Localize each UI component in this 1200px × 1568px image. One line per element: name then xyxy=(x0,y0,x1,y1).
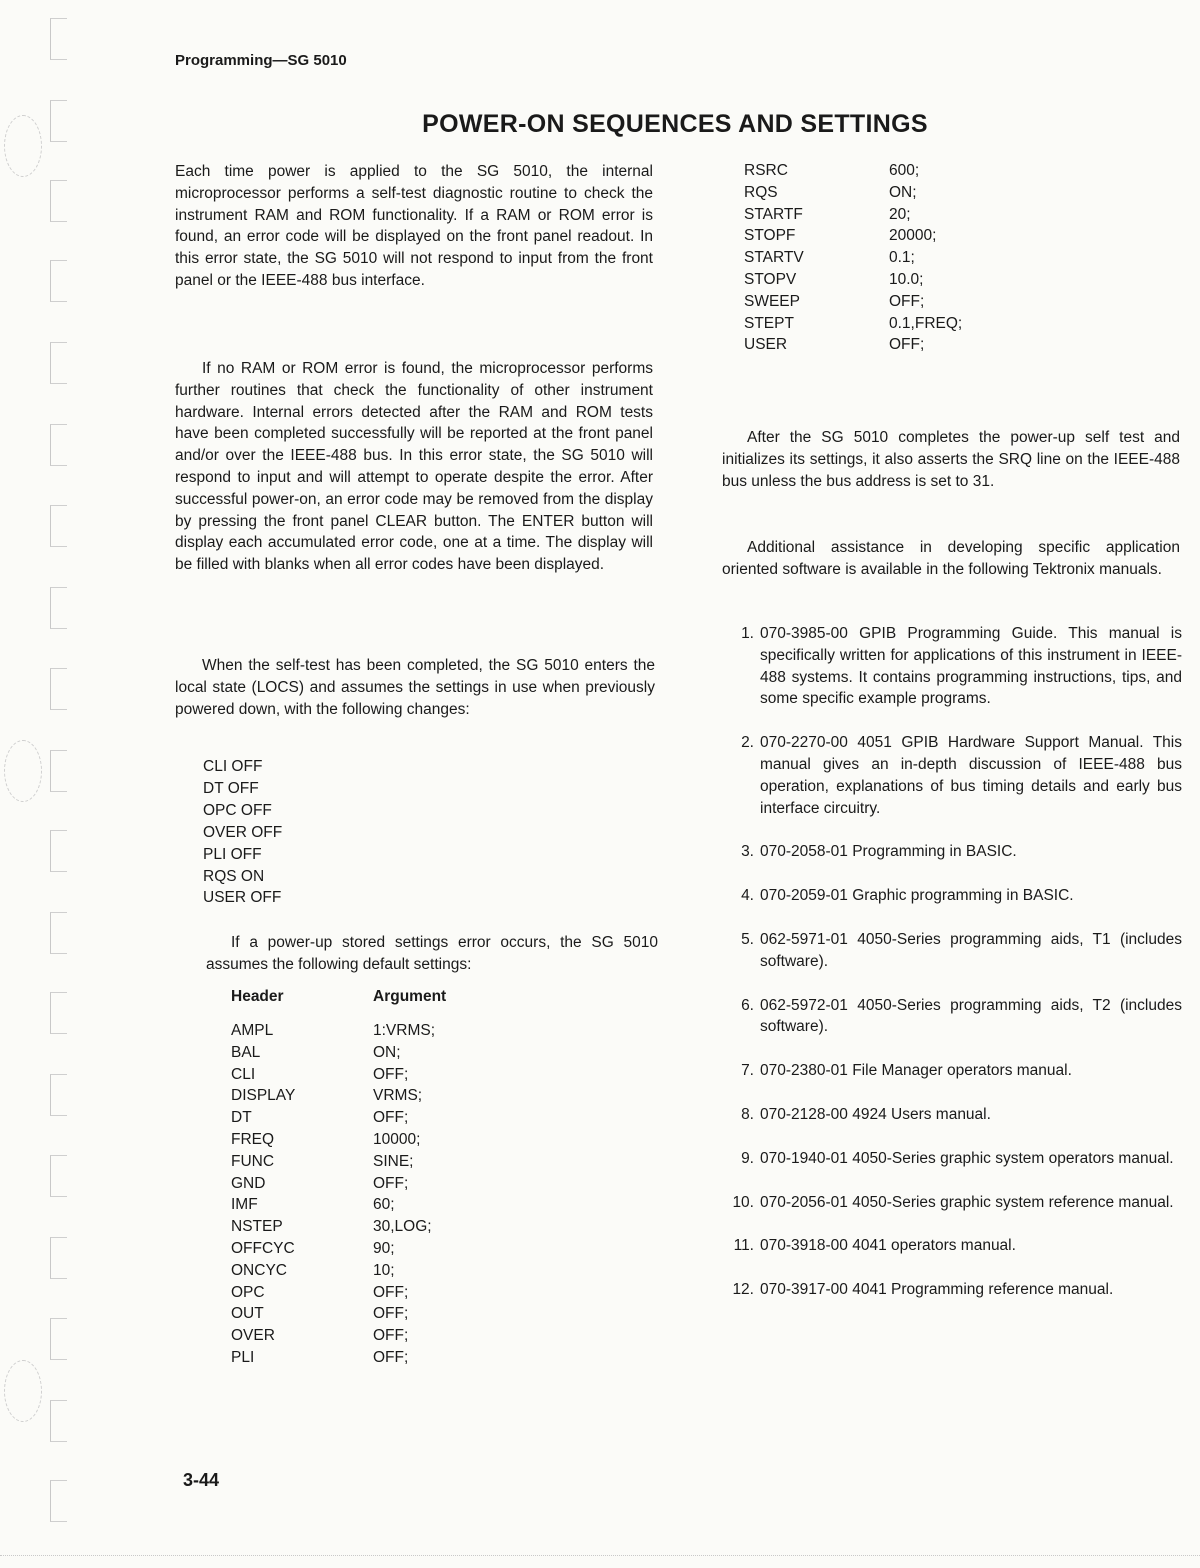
reference-number: 4. xyxy=(741,887,754,905)
reference-text: 062-5972-01 4050-Series programming aids, T2 (includes software). xyxy=(760,996,1182,1036)
setting-argument: OFF; xyxy=(889,336,925,354)
list-item xyxy=(722,1104,1182,1126)
table-row xyxy=(744,182,962,204)
setting-argument: 0.1; xyxy=(889,249,915,267)
setting-argument: VRMS; xyxy=(373,1087,423,1105)
paragraph-assistance: Additional assistance in developing specific application oriented software is available in the following Tektronix manuals. xyxy=(722,539,1180,578)
reference-number: 2. xyxy=(741,734,754,752)
setting-argument: 20000; xyxy=(889,227,937,245)
reference-text: 070-3918-00 4041 operators manual. xyxy=(760,1237,1016,1255)
setting-header: FUNC xyxy=(231,1152,275,1170)
paragraph-default-settings: If a power-up stored settings error occurs, the SG 5010 assumes the following default settings: xyxy=(206,934,658,973)
setting-header: STOPV xyxy=(744,270,797,288)
table-row xyxy=(231,1282,435,1304)
setting-header: ONCYC xyxy=(231,1261,287,1279)
reference-number: 1. xyxy=(741,625,754,642)
table-header xyxy=(231,988,446,1006)
setting-header: STOPF xyxy=(744,227,796,245)
setting-header: BAL xyxy=(231,1043,261,1061)
table-row xyxy=(231,1064,435,1086)
setting-header: DISPLAY xyxy=(231,1087,296,1105)
list-item: USER OFF xyxy=(203,889,282,907)
reference-text: 070-2059-01 Graphic programming in BASIC. xyxy=(760,887,1074,905)
setting-header: OFFCYC xyxy=(231,1239,295,1257)
setting-argument: OFF; xyxy=(373,1065,409,1083)
reference-number: 8. xyxy=(741,1105,754,1123)
reference-number: 7. xyxy=(741,1062,754,1080)
binding-mark xyxy=(50,180,67,222)
paragraph-srq: After the SG 5010 completes the power-up self test and initializes its settings, it also asserts the SRQ line on the IEEE-488 bus unless the bus address is set to 31. xyxy=(722,429,1180,490)
table-row xyxy=(231,1194,435,1216)
setting-header: FREQ xyxy=(231,1130,275,1148)
setting-argument: ON; xyxy=(889,183,917,201)
setting-header: RSRC xyxy=(744,162,788,179)
page-edge-divider xyxy=(0,1555,1200,1556)
reference-list xyxy=(722,623,1182,1301)
list-item xyxy=(722,1192,1182,1214)
reference-number: 3. xyxy=(741,843,754,861)
list-item xyxy=(722,1235,1182,1257)
reference-text: 070-2128-00 4924 Users manual. xyxy=(760,1105,991,1123)
setting-header: RQS xyxy=(744,183,778,201)
column-header-header: Header xyxy=(231,988,284,1005)
table-row xyxy=(231,1260,435,1282)
table-row xyxy=(744,334,962,356)
setting-argument: 600; xyxy=(889,162,920,179)
table-row xyxy=(744,247,962,269)
list-item: CLI OFF xyxy=(203,758,263,775)
punch-hole xyxy=(4,1360,42,1422)
reference-number: 10. xyxy=(732,1193,754,1211)
reference-text: 070-3917-00 4041 Programming reference manual. xyxy=(760,1281,1114,1299)
reference-text: 070-2380-01 File Manager operators manual. xyxy=(760,1062,1072,1080)
binding-mark xyxy=(50,505,67,547)
setting-header: STARTF xyxy=(744,205,803,223)
setting-argument: SINE; xyxy=(373,1152,414,1170)
setting-header: IMF xyxy=(231,1196,258,1214)
setting-argument: 10000; xyxy=(373,1130,421,1148)
binding-mark xyxy=(50,342,67,384)
setting-header: STEPT xyxy=(744,314,794,332)
reference-text: 070-3985-00 GPIB Programming Guide. This manual is specifically written for applications of this instrument in IEEE-488 systems. It contains programming instructions, tips, and some specific example programs. xyxy=(760,625,1182,708)
list-item: PLI OFF xyxy=(203,845,262,863)
setting-argument: 1:VRMS; xyxy=(373,1022,436,1039)
binding-mark xyxy=(50,1480,67,1522)
setting-header: NSTEP xyxy=(231,1218,283,1236)
setting-argument: 90; xyxy=(373,1239,395,1257)
reference-text: 070-2058-01 Programming in BASIC. xyxy=(760,843,1017,861)
setting-header: PLI xyxy=(231,1348,255,1366)
binding-mark xyxy=(50,1400,67,1442)
setting-argument: OFF; xyxy=(889,292,925,310)
setting-header: DT xyxy=(231,1109,252,1127)
table-row xyxy=(231,1042,435,1064)
paragraph-self-test: Each time power is applied to the SG 5010, the internal microprocessor performs a self-test diagnostic routine to check the instrument RAM and ROM functionality. If a RAM or ROM error is found, an error code will be displayed on the front panel readout. In this error state, the SG 5010 will not respond to input from the front panel or the IEEE-488 bus interface. xyxy=(175,163,653,289)
list-item: DT OFF xyxy=(203,779,259,797)
setting-argument: 0.1,FREQ; xyxy=(889,314,963,332)
binding-mark xyxy=(50,424,67,466)
setting-argument: 10; xyxy=(373,1261,395,1279)
list-item xyxy=(722,885,1182,907)
table-row xyxy=(231,1151,435,1173)
binding-mark xyxy=(50,912,67,954)
list-item xyxy=(722,1148,1182,1170)
paragraph-local-state: When the self-test has been completed, the SG 5010 enters the local state (LOCS) and assumes the settings in use when previously powered down, with the following changes: xyxy=(175,657,655,718)
setting-argument: OFF; xyxy=(373,1327,409,1345)
table-row xyxy=(744,204,962,226)
list-item: RQS ON xyxy=(203,867,265,885)
binding-mark xyxy=(50,18,67,60)
setting-header: OVER xyxy=(231,1327,275,1345)
table-row xyxy=(231,1325,435,1347)
binding-mark xyxy=(50,1237,67,1279)
binding-mark xyxy=(50,992,67,1034)
table-row xyxy=(231,1107,435,1129)
reference-text: 070-2056-01 4050-Series graphic system reference manual. xyxy=(760,1193,1174,1211)
table-row xyxy=(231,1347,435,1369)
table-row xyxy=(744,313,962,335)
table-row xyxy=(231,1238,435,1260)
binding-mark xyxy=(50,587,67,629)
setting-header: GND xyxy=(231,1174,266,1192)
setting-header: AMPL xyxy=(231,1022,274,1039)
paragraph-hardware-check: If no RAM or ROM error is found, the microprocessor performs further routines that check the functionality of other instrument hardware. Internal errors detected after the RAM and ROM tests have been completed successfully will be reported at the front panel and/or over the IEEE-488 bus. In this error state, the SG 5010 will respond to input and will attempt to operate despite the error. After successful power-on, an error code may be removed from the display by pressing the front panel CLEAR button. The ENTER button will display each accumulated error code, one at a time. The display will be filled with blanks when all error codes have been displayed. xyxy=(175,360,653,574)
setting-header: STARTV xyxy=(744,249,804,267)
list-item: OVER OFF xyxy=(203,823,283,841)
list-item xyxy=(722,995,1182,1039)
table-row xyxy=(744,269,962,291)
setting-argument: OFF; xyxy=(373,1283,409,1301)
default-settings-table-continued xyxy=(744,160,962,356)
default-settings-table xyxy=(231,1020,435,1369)
list-item: OPC OFF xyxy=(203,801,272,819)
table-row xyxy=(231,1173,435,1195)
table-row xyxy=(744,160,962,182)
setting-header: OPC xyxy=(231,1283,265,1301)
reference-number: 11. xyxy=(733,1237,754,1255)
reference-number: 12. xyxy=(732,1281,754,1299)
list-item xyxy=(722,929,1182,973)
binding-mark xyxy=(50,1318,67,1360)
table-row xyxy=(231,1129,435,1151)
table-row xyxy=(231,1020,435,1042)
reference-text: 062-5971-01 4050-Series programming aids, T1 (includes software). xyxy=(760,930,1182,970)
list-item xyxy=(722,623,1182,710)
binding-mark xyxy=(50,1155,67,1197)
reference-number: 5. xyxy=(741,930,754,948)
list-item xyxy=(722,1060,1182,1082)
setting-argument: 20; xyxy=(889,205,911,223)
binding-mark xyxy=(50,260,67,302)
binding-mark xyxy=(50,1074,67,1116)
binding-mark xyxy=(50,750,67,792)
setting-header: CLI xyxy=(231,1065,256,1083)
list-item xyxy=(722,732,1182,819)
setting-header: USER xyxy=(744,336,788,354)
punch-hole xyxy=(4,740,42,802)
binding-mark xyxy=(50,668,67,710)
changes-list xyxy=(203,756,282,909)
setting-argument: OFF; xyxy=(373,1305,409,1323)
column-header-argument: Argument xyxy=(373,988,447,1005)
table-row xyxy=(231,1303,435,1325)
setting-header: SWEEP xyxy=(744,292,800,310)
setting-argument: ON; xyxy=(373,1043,401,1061)
table-row xyxy=(231,1216,435,1238)
binding-mark xyxy=(50,100,67,142)
list-item xyxy=(722,841,1182,863)
setting-header: OUT xyxy=(231,1305,264,1323)
reference-text: 070-1940-01 4050-Series graphic system operators manual. xyxy=(760,1149,1174,1167)
binding-mark xyxy=(50,830,67,872)
table-row xyxy=(744,291,962,313)
setting-argument: 10.0; xyxy=(889,270,924,288)
page-title: POWER-ON SEQUENCES AND SETTINGS xyxy=(422,110,928,138)
reference-text: 070-2270-00 4051 GPIB Hardware Support Manual. This manual gives an in-depth discussion of IEEE-488 bus operation, explanations of bus timing details and early bus interface circuitry. xyxy=(760,734,1182,817)
running-head: Programming—SG 5010 xyxy=(175,52,347,69)
reference-number: 6. xyxy=(741,996,754,1014)
setting-argument: 30,LOG; xyxy=(373,1218,432,1236)
setting-argument: OFF; xyxy=(373,1109,409,1127)
setting-argument: OFF; xyxy=(373,1174,409,1192)
page-number: 3-44 xyxy=(183,1470,220,1490)
punch-hole xyxy=(4,115,42,177)
table-row xyxy=(744,225,962,247)
list-item xyxy=(722,1279,1182,1301)
setting-argument: 60; xyxy=(373,1196,395,1214)
table-row xyxy=(231,1085,435,1107)
setting-argument: OFF; xyxy=(373,1348,409,1366)
reference-number: 9. xyxy=(741,1149,754,1167)
